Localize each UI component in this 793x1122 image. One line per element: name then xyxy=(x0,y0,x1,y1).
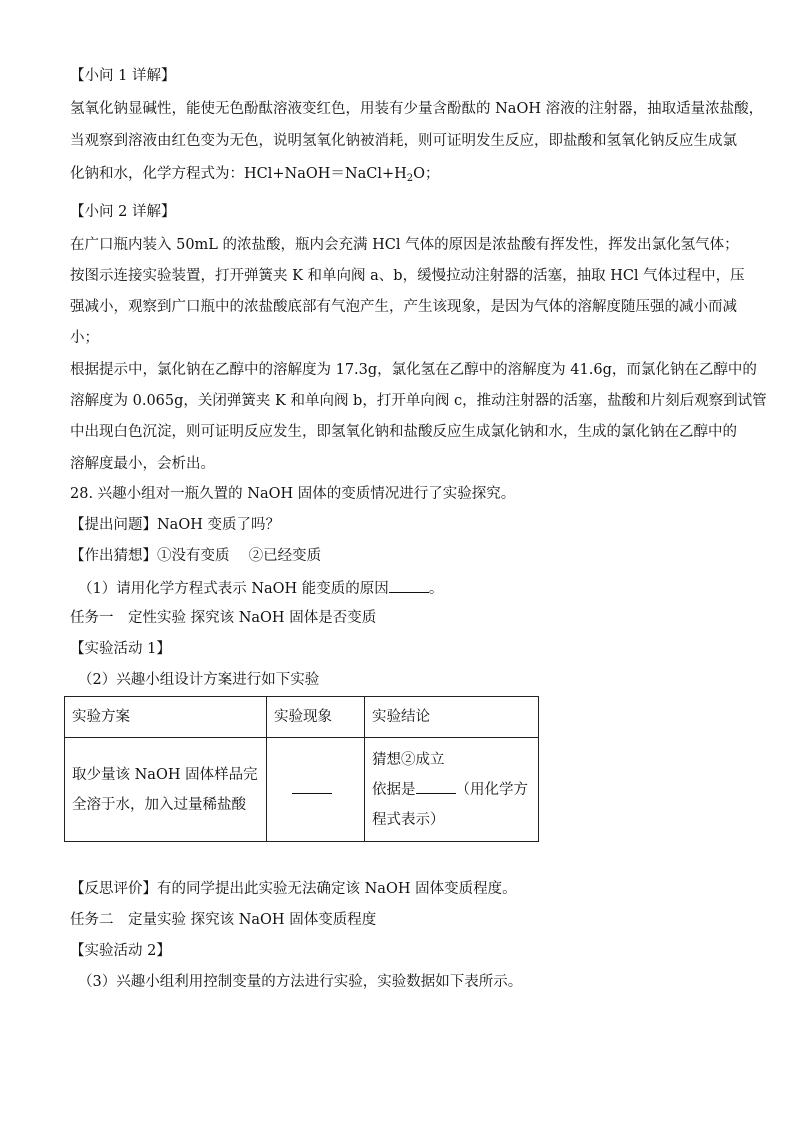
q28-sub1-end: 。 xyxy=(428,581,444,597)
section1-heading: 【小问 1 详解】 xyxy=(70,68,176,84)
section1-line-3-text: 化钠和水，化学方程式为： xyxy=(70,166,244,182)
equation-subscript: 2 xyxy=(406,173,414,184)
q28-activity2: 【实验活动 2】 xyxy=(70,943,171,959)
section2-line-2: 按图示连接实验装置，打开弹簧夹 K 和单向阀 a、b，缓慢拉动注射器的活塞，抽取 HCl 气体过程中，压 xyxy=(70,268,745,284)
table-header-plan: 实验方案 xyxy=(65,697,267,738)
section2-heading: 【小问 2 详解】 xyxy=(70,204,176,220)
conclusion-basis-label: 依据是 xyxy=(372,781,416,798)
section1-line-2: 当观察到溶液由红色变为无色，说明氢氧化钠被消耗，则可证明发生反应，即盐酸和氢氧化钠反应生成氯 xyxy=(70,133,737,149)
section2-line-6: 溶解度为 0.065g，关闭弹簧夹 K 和单向阀 b，打开单向阀 c，推动注射器的活塞，盐酸和片刻后观察到试管 xyxy=(70,393,767,409)
table-header-phenomenon: 实验现象 xyxy=(267,697,365,738)
q28-task2: 任务二 定量实验 探究该 NaOH 固体变质程度 xyxy=(70,912,377,928)
section2-line-8: 溶解度最小，会析出。 xyxy=(70,456,215,472)
conclusion-line-1: 猜想②成立 xyxy=(372,751,445,768)
table-row xyxy=(65,738,539,842)
section2-line-5: 根据提示中，氯化钠在乙醇中的溶解度为 17.3g，氯化氢在乙醇中的溶解度为 41.6g，而氯化钠在乙醇中的 xyxy=(70,362,757,378)
q28-question: 【提出问题】NaOH 变质了吗？ xyxy=(70,517,280,533)
table-cell-phenomenon xyxy=(267,738,365,842)
answer-blank-2[interactable] xyxy=(292,781,332,794)
answer-blank-3[interactable] xyxy=(416,779,456,794)
chemical-equation xyxy=(244,166,440,182)
plan-line-2: 全溶于水，加入过量稀盐酸 xyxy=(72,796,246,813)
q28-sub1-text: （1）请用化学方程式表示 NaOH 能变质的原因 xyxy=(78,581,389,597)
answer-blank-1[interactable] xyxy=(389,577,429,593)
table-header-row xyxy=(65,697,539,738)
section1-line-3 xyxy=(70,164,440,184)
q28-sub3: （3）兴趣小组利用控制变量的方法进行实验，实验数据如下表所示。 xyxy=(78,974,523,990)
q28-activity1: 【实验活动 1】 xyxy=(70,641,171,657)
q28-hypothesis: 【作出猜想】①没有变质 ②已经变质 xyxy=(70,548,322,564)
conclusion-basis-note: （用化学方 xyxy=(455,781,528,798)
equation-tail: O； xyxy=(413,166,440,182)
q28-reflection: 【反思评价】有的同学提出此实验无法确定该 NaOH 固体变质程度。 xyxy=(70,881,517,897)
section2-line-3: 强减小，观察到广口瓶中的浓盐酸底部有气泡产生，产生该现象，是因为气体的溶解度随压强的减小而减 xyxy=(70,299,737,315)
plan-line-1: 取少量该 NaOH 固体样品完 xyxy=(72,766,258,783)
conclusion-line-2 xyxy=(372,775,532,805)
q28-intro: 28. 兴趣小组对一瓶久置的 NaOH 固体的变质情况进行了实验探究。 xyxy=(70,486,516,502)
table-header-conclusion: 实验结论 xyxy=(365,697,539,738)
section2-line-1: 在广口瓶内装入 50mL 的浓盐酸，瓶内会充满 HCl 气体的原因是浓盐酸有挥发性，挥发出氯化氢气体； xyxy=(70,237,739,253)
experiment-table xyxy=(64,696,539,842)
section2-line-4: 小； xyxy=(70,330,99,346)
table-cell-conclusion xyxy=(365,738,539,842)
conclusion-line-3: 程式表示） xyxy=(372,811,445,828)
table-cell-plan xyxy=(65,738,267,842)
section1-line-1: 氢氧化钠显碱性，能使无色酚酞溶液变红色，用装有少量含酚酞的 NaOH 溶液的注射器，抽取适量浓盐酸， xyxy=(70,101,764,117)
q28-task1: 任务一 定性实验 探究该 NaOH 固体是否变质 xyxy=(70,610,377,626)
q28-sub2: （2）兴趣小组设计方案进行如下实验 xyxy=(78,672,320,688)
equation-main: HCl+NaOH＝NaCl+H xyxy=(244,166,407,182)
section2-line-7: 中出现白色沉淀，则可证明反应发生，即氢氧化钠和盐酸反应生成氯化钠和水，生成的氯化钠在乙醇中的 xyxy=(70,424,737,440)
q28-sub1 xyxy=(78,577,443,599)
